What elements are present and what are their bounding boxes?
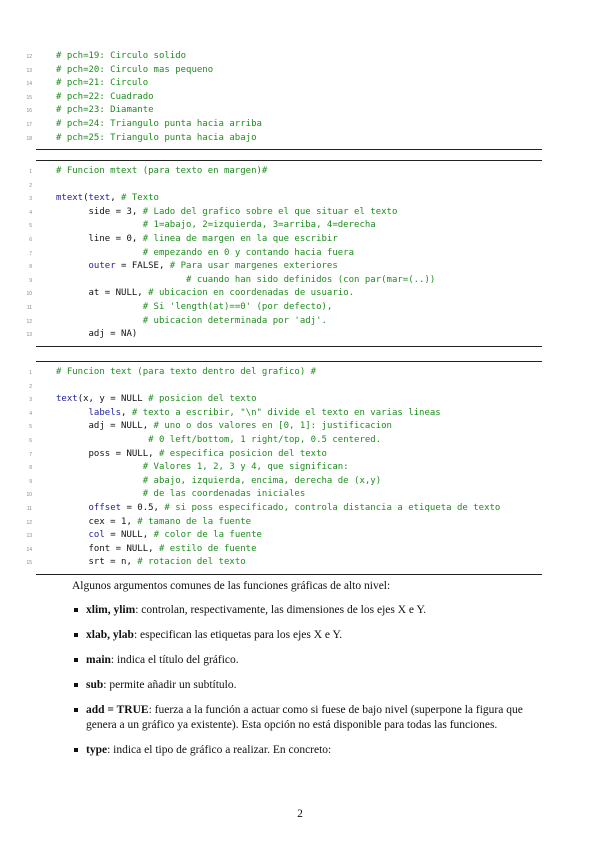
line-number: 6 bbox=[29, 236, 32, 243]
code-text bbox=[56, 206, 397, 220]
code-token bbox=[56, 316, 143, 326]
page-number: 2 bbox=[297, 808, 303, 820]
line-number: 10 bbox=[26, 492, 32, 499]
code-token bbox=[56, 503, 89, 513]
code-line bbox=[26, 132, 542, 146]
argument-list bbox=[72, 603, 552, 758]
code-comment: # Lado del grafico sobre el que situar el texto bbox=[142, 206, 398, 217]
code-token: ( bbox=[83, 193, 89, 204]
code-text bbox=[56, 434, 381, 448]
code-line bbox=[26, 328, 542, 342]
code-comment: # estilo de fuente bbox=[158, 543, 257, 554]
code-text bbox=[56, 118, 262, 132]
code-text bbox=[56, 448, 327, 462]
code-text bbox=[56, 301, 332, 315]
code-token: line = 0, bbox=[56, 233, 143, 244]
argument-description: especifican las etiquetas para los ejes X e Y. bbox=[140, 629, 343, 641]
code-token: at = NULL, bbox=[56, 288, 149, 299]
code-line bbox=[26, 301, 542, 315]
code-token bbox=[56, 489, 143, 499]
code-token bbox=[56, 261, 89, 271]
code-keyword: text bbox=[56, 394, 78, 405]
line-number: 12 bbox=[26, 54, 32, 60]
code-line bbox=[29, 393, 542, 407]
code-keyword: outer bbox=[88, 261, 116, 272]
code-line bbox=[26, 556, 542, 570]
code-comment: # Si 'length(at)==0' (por defecto), bbox=[142, 301, 333, 312]
code-lines bbox=[26, 165, 542, 342]
line-number: 13 bbox=[26, 332, 32, 339]
line-number: 11 bbox=[26, 505, 32, 512]
code-line bbox=[29, 407, 542, 421]
line-number: 3 bbox=[29, 397, 32, 404]
code-comment: # tamano de la fuente bbox=[137, 516, 252, 527]
code-line bbox=[29, 206, 542, 220]
code-text bbox=[56, 407, 441, 421]
code-token: = FALSE, bbox=[115, 261, 170, 272]
code-text bbox=[56, 77, 148, 91]
code-token bbox=[56, 220, 143, 230]
code-comment: # empezando en 0 y contando hacia fuera bbox=[142, 247, 355, 258]
line-number: 15 bbox=[26, 560, 32, 567]
bullet-icon bbox=[74, 748, 78, 752]
line-number: 11 bbox=[26, 304, 32, 311]
code-keyword: offset bbox=[88, 502, 122, 513]
code-text bbox=[56, 233, 338, 247]
code-line bbox=[29, 274, 542, 288]
code-line bbox=[29, 192, 542, 206]
line-number: 1 bbox=[29, 370, 32, 376]
code-comment: # Funcion text (para texto dentro del grafico) # bbox=[56, 367, 317, 377]
line-number: 12 bbox=[26, 519, 32, 526]
code-token bbox=[56, 462, 143, 472]
code-token: poss = NULL, bbox=[56, 448, 159, 459]
code-listing-pch bbox=[26, 50, 542, 150]
list-item: sub: permite añadir un subtítulo. bbox=[72, 678, 552, 693]
argument-term: sub bbox=[86, 679, 104, 691]
code-token bbox=[56, 248, 143, 258]
code-text bbox=[56, 192, 159, 206]
bullet-icon bbox=[74, 708, 78, 712]
code-text bbox=[56, 50, 186, 64]
code-keyword: text bbox=[88, 193, 111, 204]
line-number: 16 bbox=[26, 108, 32, 115]
line-number: 2 bbox=[29, 182, 32, 189]
line-number: 4 bbox=[29, 410, 32, 417]
code-token: side = 3, bbox=[56, 206, 143, 217]
code-comment: # de las coordenadas iniciales bbox=[142, 489, 306, 500]
code-text bbox=[56, 366, 316, 380]
code-comment: # cuando han sido definidos (con par(mar=(..)) bbox=[186, 274, 436, 285]
code-line bbox=[29, 260, 542, 274]
code-comment: # pch=25: Triangulo punta hacia abajo bbox=[56, 132, 257, 143]
code-text bbox=[56, 315, 327, 329]
code-text bbox=[56, 475, 381, 489]
code-line bbox=[29, 420, 542, 434]
code-line bbox=[26, 529, 542, 543]
code-text bbox=[56, 91, 154, 105]
code-text bbox=[56, 287, 354, 301]
listing-top-rule bbox=[36, 160, 542, 161]
bullet-icon bbox=[74, 633, 78, 637]
line-number: 3 bbox=[29, 196, 32, 203]
code-text bbox=[56, 556, 246, 570]
code-line bbox=[26, 118, 542, 132]
argument-term: xlim, ylim bbox=[86, 604, 136, 616]
code-line bbox=[29, 179, 542, 193]
argument-description: indica el tipo de gráfico a realizar. En concreto: bbox=[113, 744, 332, 756]
code-comment: # pch=21: Circulo bbox=[56, 78, 149, 89]
code-comment: # 0 left/bottom, 1 right/top, 0.5 centered. bbox=[148, 434, 382, 445]
code-keyword: col bbox=[88, 530, 105, 541]
code-token bbox=[56, 302, 143, 312]
code-token: (x, y = NULL bbox=[77, 394, 149, 405]
code-comment: # color de la fuente bbox=[153, 530, 262, 541]
line-number: 8 bbox=[29, 465, 32, 472]
line-number: 9 bbox=[29, 478, 32, 485]
argument-term: main bbox=[86, 654, 111, 666]
code-line bbox=[26, 516, 542, 530]
argument-description: controlan, respectivamente, las dimensiones de los ejes X e Y. bbox=[141, 604, 427, 616]
line-number: 7 bbox=[29, 250, 32, 257]
code-keyword: labels bbox=[88, 407, 122, 418]
code-line bbox=[26, 91, 542, 105]
code-text bbox=[56, 393, 257, 407]
code-listing-mtext bbox=[26, 160, 542, 347]
list-item: type: indica el tipo de gráfico a realizar. En concreto: bbox=[72, 743, 552, 758]
argument-description: indica el título del gráfico. bbox=[117, 654, 239, 666]
line-number: 12 bbox=[26, 318, 32, 325]
listing-bottom-rule bbox=[36, 346, 542, 347]
line-number: 2 bbox=[29, 383, 32, 390]
code-token: = NULL, bbox=[104, 530, 154, 541]
line-number: 13 bbox=[26, 67, 32, 74]
code-listing-text bbox=[26, 361, 542, 575]
line-number: 8 bbox=[29, 264, 32, 271]
code-line bbox=[26, 543, 542, 557]
code-comment: # pch=24: Triangulo punta hacia arriba bbox=[56, 118, 262, 129]
code-line bbox=[26, 287, 542, 301]
code-text bbox=[56, 529, 262, 543]
code-comment: # 1=abajo, 2=izquierda, 3=arriba, 4=derecha bbox=[142, 220, 376, 231]
code-lines bbox=[26, 366, 542, 570]
code-token: adj = NA) bbox=[56, 329, 138, 340]
list-item: xlab, ylab: especifican las etiquetas para los ejes X e Y. bbox=[72, 628, 552, 643]
intro-paragraph: Algunos argumentos comunes de las funciones gráficas de alto nivel: bbox=[72, 580, 391, 592]
argument-description: permite añadir un subtítulo. bbox=[109, 679, 237, 691]
code-line bbox=[29, 165, 542, 179]
code-line bbox=[29, 366, 542, 380]
code-token: adj = NULL, bbox=[56, 421, 154, 432]
code-line bbox=[29, 219, 542, 233]
body-text bbox=[72, 579, 552, 758]
line-number: 14 bbox=[26, 81, 32, 88]
code-text bbox=[56, 64, 213, 78]
line-number: 15 bbox=[26, 94, 32, 101]
code-comment: # pch=23: Diamante bbox=[56, 105, 154, 116]
listing-bottom-rule bbox=[36, 574, 542, 575]
code-line bbox=[26, 77, 542, 91]
list-item: xlim, ylim: controlan, respectivamente, las dimensiones de los ejes X e Y. bbox=[72, 603, 552, 618]
list-item: main: indica el título del gráfico. bbox=[72, 653, 552, 668]
code-comment: # ubicacion en coordenadas de usuario. bbox=[148, 288, 355, 299]
code-text bbox=[56, 420, 392, 434]
line-number: 17 bbox=[26, 121, 32, 128]
code-line bbox=[26, 502, 542, 516]
argument-description: fuerza a la función a actuar como si fuese de bajo nivel (superpone la figura que genera a un gráfico ya existente). Esta opción no está disponible para todas las funciones. bbox=[86, 704, 523, 731]
code-line bbox=[29, 247, 542, 261]
code-line bbox=[26, 64, 542, 78]
line-number: 13 bbox=[26, 533, 32, 540]
line-number: 6 bbox=[29, 437, 32, 444]
code-line bbox=[26, 50, 542, 64]
code-token: = 0.5, bbox=[121, 502, 165, 513]
code-token: , bbox=[121, 407, 132, 418]
code-text bbox=[56, 260, 338, 274]
line-number: 5 bbox=[29, 424, 32, 431]
code-text bbox=[56, 274, 435, 288]
code-comment: # ubicacion determinada por 'adj'. bbox=[142, 315, 327, 326]
line-number: 9 bbox=[29, 277, 32, 284]
code-text bbox=[56, 328, 137, 342]
line-number: 5 bbox=[29, 223, 32, 230]
code-text bbox=[56, 165, 267, 179]
code-comment: # rotacion del texto bbox=[137, 557, 246, 568]
code-comment: # Funcion mtext (para texto en margen)# bbox=[56, 166, 268, 176]
code-line bbox=[29, 233, 542, 247]
code-comment: # pch=20: Circulo mas pequeno bbox=[56, 64, 214, 75]
code-comment: # texto a escribir, "\n" divide el texto en varias lineas bbox=[131, 407, 441, 418]
listing-top-rule bbox=[36, 361, 542, 362]
code-text bbox=[56, 132, 256, 146]
code-comment: # Texto bbox=[121, 193, 159, 204]
code-text bbox=[56, 502, 500, 516]
code-comment: # pch=19: Circulo solido bbox=[56, 51, 187, 61]
code-comment: # pch=22: Cuadrado bbox=[56, 91, 154, 102]
bullet-icon bbox=[74, 608, 78, 612]
argument-term: type bbox=[86, 744, 108, 756]
code-text bbox=[56, 488, 305, 502]
code-comment: # linea de margen en la que escribir bbox=[142, 233, 338, 244]
code-comment: # Para usar margenes exteriores bbox=[169, 261, 338, 272]
code-token: cex = 1, bbox=[56, 516, 138, 527]
code-text bbox=[56, 461, 349, 475]
code-text bbox=[56, 247, 354, 261]
code-token: font = NULL, bbox=[56, 543, 159, 554]
code-token: srt = n, bbox=[56, 557, 138, 568]
code-text bbox=[56, 543, 257, 557]
code-line bbox=[29, 434, 542, 448]
listing-bottom-rule bbox=[36, 149, 542, 150]
bullet-icon bbox=[74, 658, 78, 662]
code-token bbox=[56, 530, 89, 540]
code-text bbox=[56, 219, 376, 233]
code-comment: # si poss especificado, controla distancia a etiqueta de texto bbox=[164, 502, 501, 513]
code-text bbox=[56, 516, 251, 530]
bullet-icon bbox=[74, 683, 78, 687]
code-text bbox=[56, 104, 154, 118]
argument-term: xlab, ylab bbox=[86, 629, 134, 641]
code-line bbox=[26, 488, 542, 502]
code-keyword: mtext bbox=[56, 193, 84, 204]
code-line bbox=[29, 448, 542, 462]
argument-term: add = TRUE bbox=[86, 704, 149, 716]
line-number: 7 bbox=[29, 451, 32, 458]
code-line bbox=[29, 380, 542, 394]
code-line bbox=[29, 461, 542, 475]
code-token bbox=[56, 476, 143, 486]
code-lines bbox=[26, 50, 542, 145]
code-line bbox=[26, 315, 542, 329]
code-comment: # abajo, izquierda, encima, derecha de (x,y) bbox=[142, 475, 382, 486]
code-token bbox=[56, 408, 89, 418]
line-number: 18 bbox=[26, 135, 32, 142]
code-token bbox=[56, 275, 186, 285]
code-comment: # especifica posicion del texto bbox=[158, 448, 327, 459]
code-comment: # posicion del texto bbox=[148, 394, 257, 405]
line-number: 14 bbox=[26, 546, 32, 553]
line-number: 1 bbox=[29, 169, 32, 175]
code-line bbox=[26, 104, 542, 118]
line-number: 10 bbox=[26, 291, 32, 298]
code-comment: # uno o dos valores en [0, 1]: justificacion bbox=[153, 421, 392, 432]
code-comment: # Valores 1, 2, 3 y 4, que significan: bbox=[142, 462, 349, 473]
code-line bbox=[29, 475, 542, 489]
line-number: 4 bbox=[29, 209, 32, 216]
list-item: add = TRUE: fuerza a la función a actuar como si fuese de bajo nivel (superpone la figura que genera a un gráfico ya existente). Esta opción no está disponible para todas las funciones. bbox=[72, 703, 552, 733]
code-token: , bbox=[110, 193, 122, 204]
code-token bbox=[56, 435, 148, 445]
